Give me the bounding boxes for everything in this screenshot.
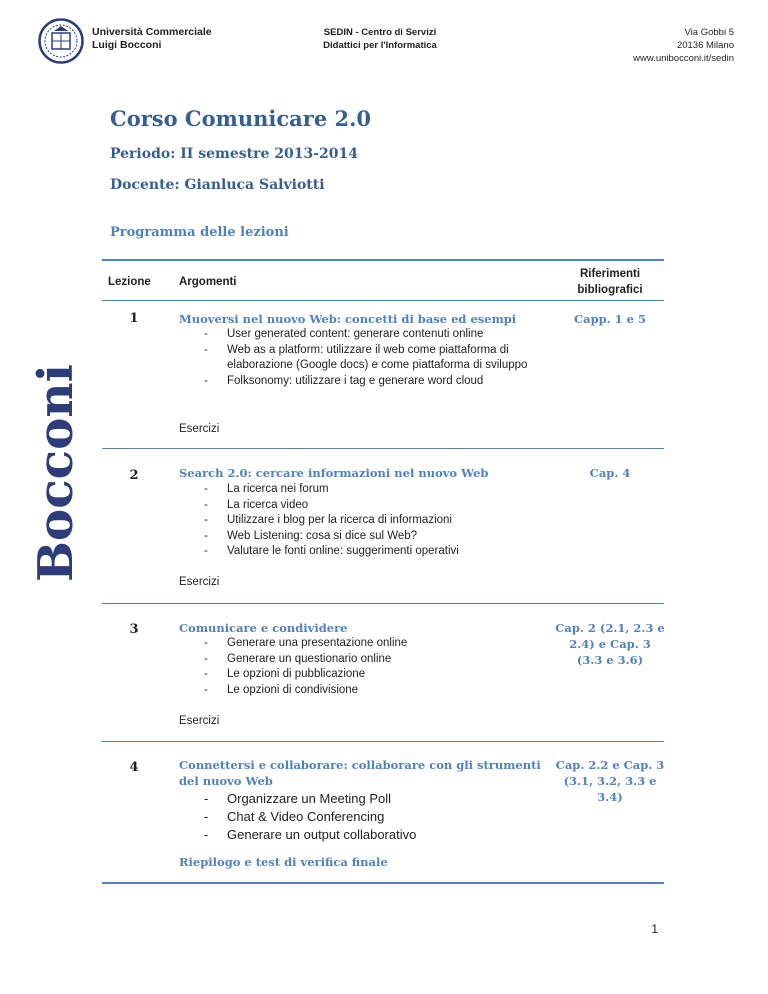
list-item: - La ricerca video bbox=[204, 498, 309, 511]
lesson-references: Cap. 2 (2.1, 2.3 e 2.4) e Cap. 3 (3.3 e 3.6) bbox=[555, 621, 665, 667]
list-item: - La ricerca nei forum bbox=[204, 483, 329, 495]
lesson-items bbox=[179, 327, 549, 389]
list-item: - Le opzioni di condivisione bbox=[204, 683, 359, 696]
list-item: - Organizzare un Meeting Poll bbox=[204, 791, 392, 806]
header-topics: Argomenti bbox=[179, 276, 237, 288]
address-block: Via Gobbi 5 20136 Milano www.unibocconi.it/sedin bbox=[633, 27, 734, 64]
exercise-label: Esercizi bbox=[179, 423, 220, 435]
header-lesson: Lezione bbox=[108, 276, 151, 288]
svg-text:Bocconi: Bocconi bbox=[28, 365, 84, 582]
page-number: 1 bbox=[651, 922, 658, 936]
lesson-number: 4 bbox=[129, 760, 139, 775]
list-item: - Web Listening: cosa si dice sul Web? bbox=[204, 529, 418, 542]
exercise-label: Esercizi bbox=[179, 576, 220, 588]
lesson-topic: Connettersi e collaborare: collaborare con gli strumenti del nuovo Web bbox=[179, 758, 541, 788]
list-item: - Chat & Video Conferencing bbox=[204, 809, 385, 824]
list-item: - Generare un output collaborativo bbox=[204, 827, 417, 842]
lesson-references: Cap. 4 bbox=[589, 466, 631, 480]
list-item: - Utilizzare i blog per la ricerca di informazioni bbox=[204, 514, 452, 526]
list-item: - Le opzioni di pubblicazione bbox=[204, 668, 366, 680]
list-item: - Folksonomy: utilizzare i tag e generare word cloud bbox=[204, 374, 484, 387]
final-review-label: Riepilogo e test di verifica finale bbox=[179, 855, 388, 869]
lesson-number: 3 bbox=[129, 622, 139, 637]
university-name: Università Commerciale Luigi Bocconi bbox=[92, 26, 212, 51]
lesson-items bbox=[179, 482, 549, 560]
university-seal-logo bbox=[38, 18, 84, 64]
header-bottom-rule bbox=[102, 300, 664, 301]
row-divider bbox=[102, 448, 664, 449]
list-item: - Generare un questionario online bbox=[204, 652, 392, 665]
program-heading: Programma delle lezioni bbox=[110, 225, 289, 240]
table-bottom-rule bbox=[102, 882, 664, 884]
list-item: - User generated content: generare contenuti online bbox=[204, 328, 484, 340]
lesson-number: 2 bbox=[129, 468, 139, 483]
lesson-topic: Muoversi nel nuovo Web: concetti di base ed esempi bbox=[179, 312, 517, 326]
course-title: Corso Comunicare 2.0 bbox=[110, 106, 372, 131]
row-divider bbox=[102, 741, 664, 742]
lesson-references: Cap. 2.2 e Cap. 3 (3.1, 3.2, 3.3 e 3.4) bbox=[555, 758, 665, 804]
lesson-topic: Search 2.0: cercare informazioni nel nuovo Web bbox=[179, 466, 489, 480]
course-teacher: Docente: Gianluca Salviotti bbox=[110, 177, 325, 193]
header-references: Riferimenti bibliografici bbox=[577, 268, 643, 296]
lesson-items bbox=[179, 790, 549, 844]
department-name: SEDIN - Centro di Servizi Didattici per l'Informatica bbox=[323, 27, 437, 51]
lesson-references: Capp. 1 e 5 bbox=[573, 312, 647, 326]
row-divider bbox=[102, 603, 664, 604]
lesson-items bbox=[179, 636, 549, 698]
list-item: - Generare una presentazione online bbox=[204, 637, 408, 649]
list-item: - Valutare le fonti online: suggerimenti operativi bbox=[204, 545, 459, 557]
lesson-number: 1 bbox=[129, 311, 139, 326]
table-top-rule bbox=[102, 259, 664, 261]
exercise-label: Esercizi bbox=[179, 715, 220, 727]
list-item: - Web as a platform: utilizzare il web come piattaforma di elaborazione (Google docs) e come piattaforma di sviluppo bbox=[204, 343, 528, 371]
lesson-topic: Comunicare e condividere bbox=[179, 621, 348, 635]
bocconi-side-wordmark bbox=[24, 362, 84, 584]
course-period: Periodo: II semestre 2013-2014 bbox=[110, 146, 358, 162]
